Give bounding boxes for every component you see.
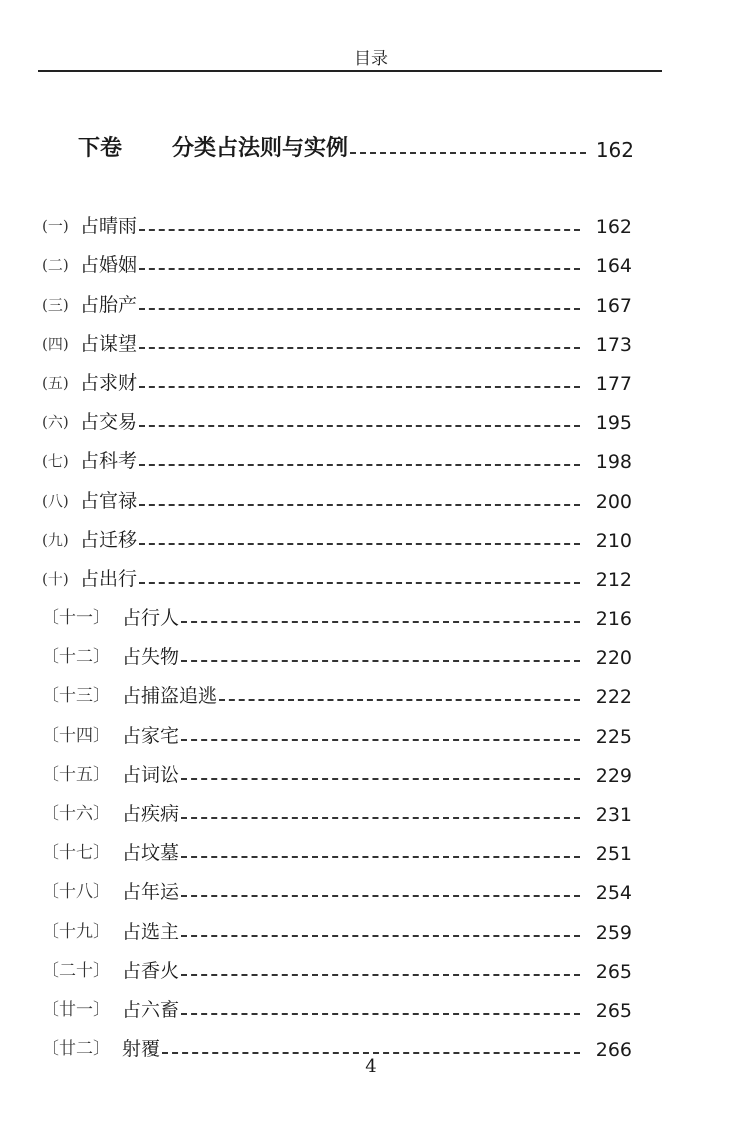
toc-entry — [42, 591, 632, 630]
toc-entry — [42, 748, 632, 787]
toc-entry — [42, 787, 632, 826]
toc-entry — [42, 317, 632, 356]
toc-entry-page: 266 — [595, 1039, 632, 1062]
toc-entry-page: 225 — [595, 725, 632, 748]
toc-list — [42, 199, 632, 1061]
header-divider — [38, 70, 662, 72]
toc-entry-page: 177 — [595, 372, 632, 395]
toc-entry-page: 216 — [595, 608, 632, 631]
dot-leader — [350, 152, 586, 154]
volume-heading — [78, 122, 634, 162]
toc-entry-number: 〔十八〕 — [42, 882, 110, 903]
toc-entry — [42, 473, 632, 512]
toc-entry — [42, 983, 632, 1022]
toc-entry-number: (九) — [42, 530, 69, 549]
toc-entry-title: 占谋望 — [80, 332, 138, 355]
toc-entry-number: (七) — [42, 452, 69, 471]
dot-leader — [181, 1013, 580, 1015]
toc-entry — [42, 552, 632, 591]
toc-entry — [42, 434, 632, 473]
toc-entry-title: 占婚姻 — [80, 254, 138, 277]
toc-entry-number: (一) — [42, 217, 69, 236]
toc-entry-page: 259 — [595, 921, 632, 944]
dot-leader — [181, 739, 580, 741]
toc-entry-page: 162 — [595, 216, 632, 239]
toc-entry-title: 占科考 — [80, 450, 138, 473]
toc-entry-title: 射覆 — [122, 1038, 161, 1061]
toc-entry-page: 222 — [595, 686, 632, 709]
dot-leader — [139, 268, 580, 270]
dot-leader — [139, 347, 580, 349]
toc-entry-title: 占行人 — [122, 607, 180, 630]
toc-entry — [42, 513, 632, 552]
toc-entry-number: 〔十六〕 — [42, 804, 110, 824]
toc-entry — [42, 238, 632, 277]
page-number: 4 — [365, 1056, 377, 1077]
toc-entry-page: 167 — [595, 294, 632, 317]
toc-entry-number: 〔廿二〕 — [42, 1039, 110, 1060]
toc-entry-page: 251 — [595, 843, 632, 866]
toc-entry-number: 〔十九〕 — [42, 921, 110, 942]
toc-entry — [42, 826, 632, 865]
page-header-title: 目录 — [354, 49, 388, 69]
toc-entry-title: 占求财 — [80, 371, 138, 394]
toc-entry-title: 占失物 — [122, 646, 180, 669]
toc-entry-page: 212 — [595, 568, 632, 591]
toc-entry-title: 占捕盗追逃 — [122, 685, 218, 708]
toc-entry-number: (十) — [42, 569, 69, 588]
toc-entry-page: 210 — [595, 529, 632, 552]
toc-entry-page: 265 — [595, 999, 632, 1022]
toc-entry-number: 〔十三〕 — [42, 686, 110, 707]
toc-entry-title: 占香火 — [122, 959, 180, 982]
toc-entry-number: 〔十四〕 — [42, 725, 110, 746]
toc-entry-page: 254 — [595, 882, 632, 905]
toc-entry-number: 〔十五〕 — [42, 764, 110, 785]
dot-leader — [181, 974, 580, 976]
toc-entry-title: 占家宅 — [122, 724, 180, 747]
dot-leader — [219, 699, 580, 701]
toc-entry-title: 占晴雨 — [80, 215, 138, 238]
toc-entry-number: (四) — [42, 334, 69, 353]
toc-entry-page: 164 — [595, 255, 632, 278]
toc-entry-title: 占出行 — [80, 567, 138, 590]
toc-entry-number: 〔十一〕 — [42, 608, 110, 629]
dot-leader — [181, 817, 580, 819]
toc-entry — [42, 356, 632, 395]
toc-entry-title: 占词讼 — [122, 763, 180, 786]
toc-entry — [42, 277, 632, 316]
toc-entry — [42, 395, 632, 434]
toc-entry-title: 占交易 — [80, 411, 138, 434]
toc-entry — [42, 630, 632, 669]
volume-label: 下卷 — [78, 136, 123, 161]
dot-leader — [139, 308, 580, 310]
toc-entry — [42, 708, 632, 747]
toc-entry-title: 占官禄 — [80, 489, 138, 512]
toc-entry-title: 占六畜 — [122, 998, 180, 1021]
toc-entry — [42, 669, 632, 708]
dot-leader — [181, 895, 580, 897]
dot-leader — [139, 386, 580, 388]
toc-entry-page: 195 — [595, 412, 632, 435]
toc-entry-number: 〔十二〕 — [42, 647, 110, 668]
toc-entry-page: 198 — [595, 451, 632, 474]
toc-entry-title: 占胎产 — [80, 293, 138, 316]
toc-entry — [42, 199, 632, 238]
toc-entry-title: 占年运 — [122, 881, 180, 904]
toc-entry-title: 占坟墓 — [122, 842, 180, 865]
toc-entry — [42, 944, 632, 983]
toc-entry-number: (八) — [42, 491, 69, 510]
toc-entry-number: 〔二十〕 — [42, 960, 110, 981]
toc-entry-page: 200 — [595, 490, 632, 513]
toc-entry-title: 占迁移 — [80, 528, 138, 551]
toc-entry-page: 220 — [595, 647, 632, 670]
toc-entry-number: (六) — [42, 413, 69, 432]
dot-leader — [181, 778, 580, 780]
toc-entry-title: 占疾病 — [122, 803, 180, 825]
dot-leader — [139, 425, 580, 427]
toc-entry — [42, 865, 632, 904]
toc-entry-number: (三) — [42, 295, 69, 314]
dot-leader — [181, 856, 580, 858]
toc-entry — [42, 904, 632, 943]
toc-entry-number: 〔廿一〕 — [42, 999, 110, 1020]
dot-leader — [139, 464, 580, 466]
toc-entry-number: (二) — [42, 256, 69, 275]
toc-entry-page: 265 — [595, 960, 632, 983]
toc-entry-page: 173 — [595, 333, 632, 356]
toc-entry-title: 占选主 — [122, 920, 180, 943]
dot-leader — [139, 582, 580, 584]
dot-leader — [162, 1052, 580, 1054]
dot-leader — [139, 229, 580, 231]
volume-page-number: 162 — [595, 138, 634, 162]
toc-entry-page: 231 — [595, 804, 632, 826]
dot-leader — [181, 621, 580, 623]
dot-leader — [139, 543, 580, 545]
dot-leader — [181, 660, 580, 662]
toc-entry-number: 〔十七〕 — [42, 843, 110, 864]
dot-leader — [181, 935, 580, 937]
toc-entry-page: 229 — [595, 764, 632, 787]
toc-entry-number: (五) — [42, 373, 69, 392]
volume-title: 分类占法则与实例 — [172, 136, 349, 161]
dot-leader — [139, 504, 580, 506]
